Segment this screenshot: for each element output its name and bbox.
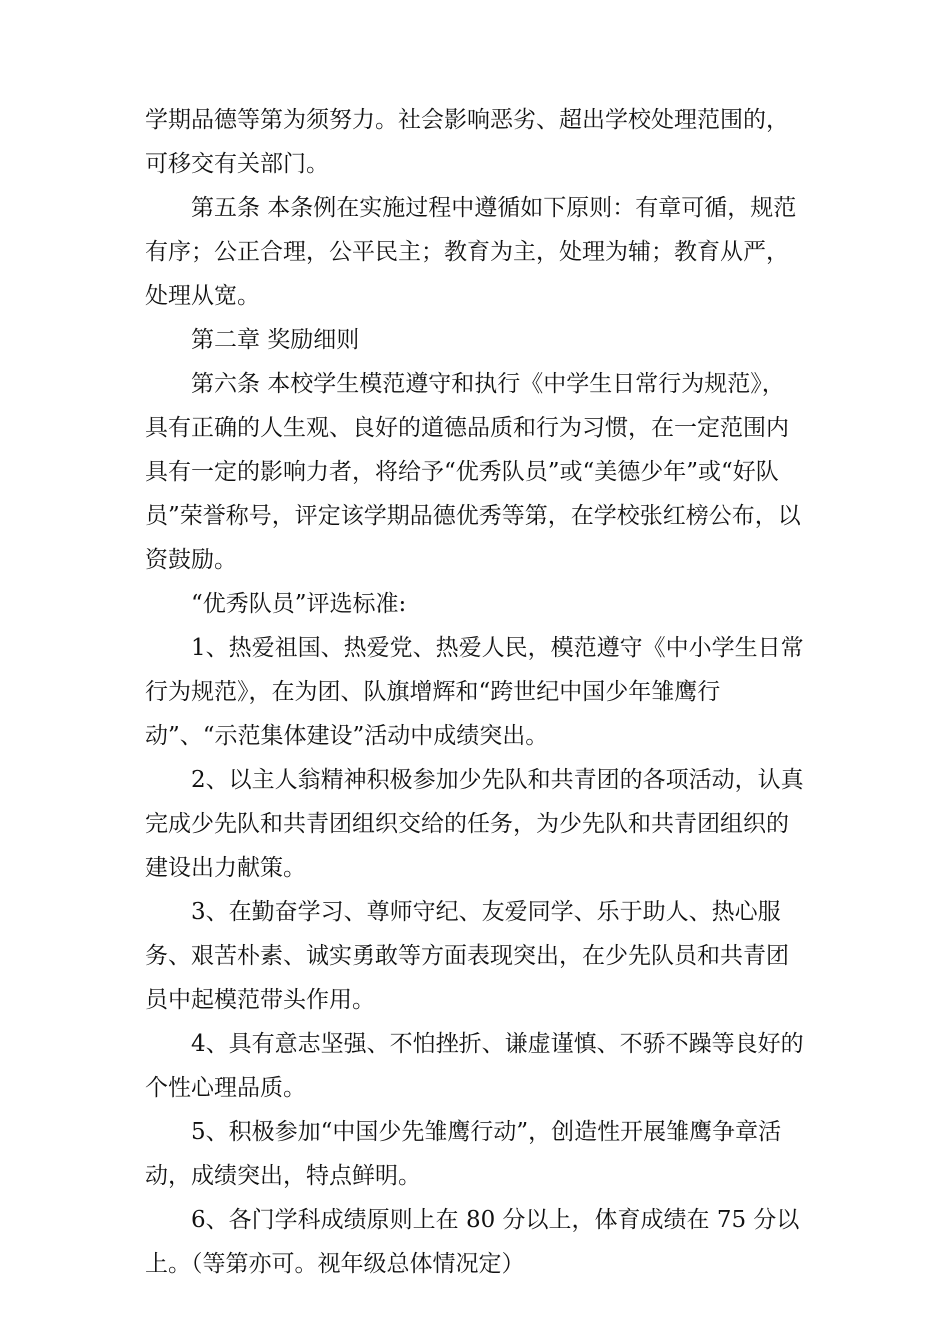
- criteria-item-2: 2、以主人翁精神积极参加少先队和共青团的各项活动，认真完成少先队和共青团组织交给的任务，为少先队和共青团组织的建设出力献策。: [145, 767, 804, 881]
- criteria-item-5: 5、积极参加“中国少先雏鹰行动”，创造性开展雏鹰争章活动，成绩突出，特点鲜明。: [145, 1119, 782, 1189]
- paragraph-1: 学期品德等第为须努力。社会影响恶劣、超出学校处理范围的，可移交有关部门。: [145, 107, 789, 177]
- paragraph-article-6: 第六条 本校学生模范遵守和执行《中学生日常行为规范》，具有正确的人生观、良好的道德品质和行为习惯，在一定范围内具有一定的影响力者，将给予“优秀队员”或“美德少年”或“好队员”荣誉称号，评定该学期品德优秀等第，在学校张红榜公布，以资鼓励。: [145, 371, 801, 573]
- criteria-item-1: 1、热爱祖国、热爱党、热爱人民，模范遵守《中小学生日常行为规范》，在为团、队旗增辉和“跨世纪中国少年雏鹰行动”、“示范集体建设”活动中成绩突出。: [145, 635, 804, 749]
- chapter-heading: 第二章 奖励细则: [191, 327, 360, 353]
- paragraph-article-5: 第五条 本条例在实施过程中遵循如下原则：有章可循，规范有序；公正合理，公平民主；教育为主，处理为辅；教育从严，处理从宽。: [145, 195, 797, 309]
- criteria-item-4: 4、具有意志坚强、不怕挫折、谦虚谨慎、不骄不躁等良好的个性心理品质。: [145, 1031, 804, 1101]
- document-body: [145, 98, 807, 1286]
- criteria-item-6: 6、各门学科成绩原则上在 80 分以上，体育成绩在 75 分以上。（等第亦可。视年级总体情况定）: [145, 1207, 800, 1277]
- criteria-item-3: 3、在勤奋学习、尊师守纪、友爱同学、乐于助人、热心服务、艰苦朴素、诚实勇敢等方面表现突出，在少先队员和共青团员中起模范带头作用。: [145, 899, 789, 1013]
- criteria-heading: “优秀队员”评选标准:: [191, 591, 407, 617]
